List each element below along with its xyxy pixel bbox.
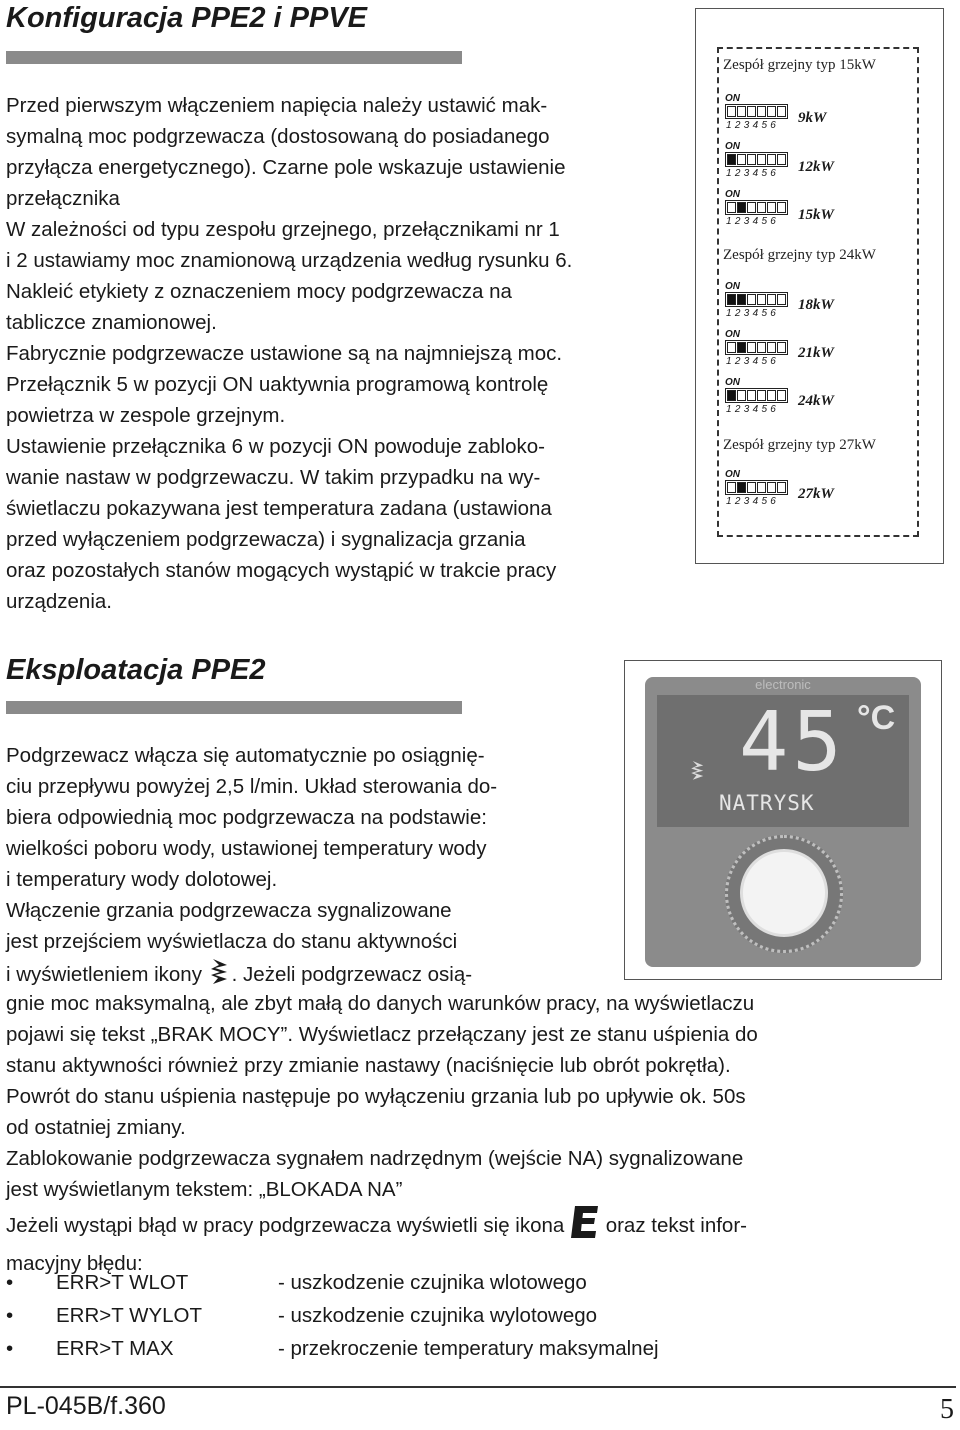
group-title-24kw: Zespół grzejny typ 24kW [723, 247, 876, 263]
operation-text-narrow [6, 740, 604, 994]
power-label: 27kW [798, 486, 834, 502]
text-line: i 2 ustawiamy moc znamionową urządzenia według rysunku 6. [6, 249, 573, 272]
switch-3 [747, 202, 756, 213]
switch-2 [737, 342, 746, 353]
switch-3 [747, 342, 756, 353]
switch-1 [727, 390, 736, 401]
switch-bank [725, 292, 788, 307]
on-label: ON [725, 93, 740, 104]
switch-3 [747, 106, 756, 117]
switch-numbers: 123456 [726, 404, 780, 415]
switch-5 [767, 294, 776, 305]
text-line: Ustawienie przełącznika 6 w pozycji ON powoduje zabloko- [6, 435, 545, 458]
power-label: 9kW [798, 110, 827, 126]
switch-numbers: 123456 [726, 120, 780, 131]
switch-bank [725, 388, 788, 403]
error-code: ERR>T WLOT [56, 1271, 189, 1294]
text-line: Przed pierwszym włączeniem napięcia należy ustawić mak- [6, 94, 548, 117]
text-line: W zależności od typu zespołu grzejnego, przełącznikami nr 1 [6, 218, 560, 241]
switch-5 [767, 202, 776, 213]
bullet: • [6, 1304, 14, 1327]
text-line: Podgrzewacz włącza się automatycznie po osiągnię- [6, 744, 485, 767]
text-line: biera odpowiednią moc podgrzewacza na podstawie: [6, 806, 487, 829]
switch-bank [725, 480, 788, 495]
brand-label: electronic [755, 677, 811, 692]
switch-6 [777, 342, 786, 353]
page-number: 5 [940, 1394, 954, 1425]
on-label: ON [725, 141, 740, 152]
control-panel [645, 677, 921, 967]
switch-bank [725, 200, 788, 215]
text-line: przyłącza energetycznego). Czarne pole wskazuje ustawienie [6, 156, 566, 179]
text-fragment: Jeżeli wystąpi błąd w pracy podgrzewacza wyświetli się ikona [6, 1213, 565, 1237]
bullet: • [6, 1337, 14, 1360]
text-line: wanie nastaw w podgrzewaczu. W takim przypadku na wy- [6, 466, 541, 489]
switch-6 [777, 202, 786, 213]
title-underline [6, 51, 462, 64]
switch-1 [727, 202, 736, 213]
title-underline [6, 701, 462, 714]
error-e-icon [570, 1205, 600, 1248]
text-line: Fabrycznie podgrzewacze ustawione są na najmniejszą moc. [6, 342, 563, 365]
text-line: Włączenie grzania podgrzewacza sygnalizowane [6, 899, 452, 922]
on-label: ON [725, 377, 740, 388]
switch-3 [747, 154, 756, 165]
bullet: • [6, 1271, 14, 1294]
text-line: i temperatury wody dolotowej. [6, 868, 278, 891]
on-label: ON [725, 329, 740, 340]
error-code: ERR>T MAX [56, 1337, 174, 1360]
switch-numbers: 123456 [726, 216, 780, 227]
section-title-configuration: Konfiguracja PPE2 i PPVE [6, 2, 367, 34]
error-description: - przekroczenie temperatury maksymalnej [278, 1337, 659, 1360]
text-line: wielkości poboru wody, ustawionej temperatury wody [6, 837, 487, 860]
switch-2 [737, 294, 746, 305]
text-line: jest przejściem wyświetlacza do stanu aktywności [6, 930, 458, 953]
switch-5 [767, 482, 776, 493]
switch-4 [757, 342, 766, 353]
text-fragment: oraz tekst infor- [605, 1213, 747, 1237]
footer-divider [0, 1386, 956, 1388]
lcd-display [657, 695, 909, 827]
switch-1 [727, 342, 736, 353]
switch-6 [777, 154, 786, 165]
switch-2 [737, 106, 746, 117]
switch-4 [757, 106, 766, 117]
on-label: ON [725, 469, 740, 480]
switch-3 [747, 294, 756, 305]
dip-switch [725, 283, 791, 323]
dip-switch-figure [695, 8, 944, 564]
switch-5 [767, 390, 776, 401]
text-line: Naklеić etykiety z oznaczeniem mocy podgrzewacza na [6, 280, 512, 303]
mode-label: NATRYSK [719, 791, 815, 815]
error-description: - uszkodzenie czujnika wylotowego [278, 1304, 598, 1327]
switch-4 [757, 482, 766, 493]
group-title-27kw: Zespół grzejny typ 27kW [723, 437, 876, 453]
switch-1 [727, 106, 736, 117]
switch-4 [757, 154, 766, 165]
switch-2 [737, 154, 746, 165]
switch-numbers: 123456 [726, 168, 780, 179]
error-description: - uszkodzenie czujnika wlotowego [278, 1271, 587, 1294]
temperature-unit: °C [857, 699, 896, 737]
power-label: 24kW [798, 393, 834, 409]
icon-text-line [6, 1205, 946, 1248]
switch-bank [725, 104, 788, 119]
document-code: PL-045B/f.360 [6, 1392, 166, 1420]
text-fragment: i wyświetleniem ikony [6, 962, 202, 986]
dip-switch [725, 471, 791, 511]
switch-1 [727, 482, 736, 493]
power-label: 18kW [798, 297, 834, 313]
dip-switch [725, 191, 791, 231]
switch-6 [777, 482, 786, 493]
dip-switch [725, 331, 791, 371]
text-line: świetlaczu pokazywana jest temperatura zadana (ustawiona [6, 497, 552, 520]
switch-numbers: 123456 [726, 308, 780, 319]
configuration-text [6, 90, 676, 617]
switch-4 [757, 202, 766, 213]
text-line: przed wyłączeniem podgrzewacza) i sygnalizacja grzania [6, 528, 526, 551]
switch-2 [737, 202, 746, 213]
on-label: ON [725, 189, 740, 200]
switch-bank [725, 340, 788, 355]
text-line: tabliczce znamionowej. [6, 311, 217, 334]
switch-5 [767, 106, 776, 117]
on-label: ON [725, 281, 740, 292]
switch-5 [767, 342, 776, 353]
dip-switch [725, 143, 791, 183]
text-line: stanu aktywności również przy zmianie nastawy (naciśnięcie lub obrót pokrętła). [6, 1054, 731, 1077]
temperature-readout: 45 [739, 695, 846, 790]
temperature-knob[interactable] [740, 849, 828, 937]
switch-numbers: 123456 [726, 356, 780, 367]
text-line: Zablokowanie podgrzewacza sygnałem nadrzędnym (wejście NA) sygnalizowane [6, 1147, 744, 1170]
switch-4 [757, 294, 766, 305]
switch-5 [767, 154, 776, 165]
text-line: od ostatniej zmiany. [6, 1116, 186, 1139]
text-line: urządzenia. [6, 590, 112, 613]
text-line: Przełącznik 5 w pozycji ON uaktywnia programową kontrolę [6, 373, 549, 396]
switch-6 [777, 390, 786, 401]
switch-2 [737, 390, 746, 401]
text-line: oraz pozostałych stanów mogących wystąpić w trakcie pracy [6, 559, 557, 582]
text-line: pojawi się tekst „BRAK MOCY”. Wyświetlacz przełączany jest ze stanu uśpienia do [6, 1023, 758, 1046]
switch-6 [777, 294, 786, 305]
operation-text-wide [6, 988, 946, 1279]
switch-4 [757, 390, 766, 401]
switch-bank [725, 152, 788, 167]
text-line: przełącznika [6, 187, 120, 210]
dip-switch [725, 379, 791, 419]
dip-switch [725, 95, 791, 135]
power-label: 12kW [798, 159, 834, 175]
text-line: macyjny błędu: [6, 1252, 143, 1275]
power-label: 15kW [798, 207, 834, 223]
error-code: ERR>T WYLOT [56, 1304, 202, 1327]
heating-flame-icon [689, 757, 707, 791]
section-title-operation: Eksploatacja PPE2 [6, 654, 266, 686]
switch-1 [727, 294, 736, 305]
text-line: powietrza w zespole grzejnym. [6, 404, 286, 427]
device-photo [624, 660, 942, 980]
text-line: ciu przepływu powyżej 2,5 l/min. Układ sterowania do- [6, 775, 498, 798]
text-line: jest wyświetlanym tekstem: „BLOKADA NA” [6, 1178, 403, 1201]
switch-6 [777, 106, 786, 117]
switch-3 [747, 390, 756, 401]
text-line: Powrót do stanu uśpienia następuje po wyłączeniu grzania lub po upływie ok. 50s [6, 1085, 746, 1108]
switch-numbers: 123456 [726, 496, 780, 507]
switch-1 [727, 154, 736, 165]
power-label: 21kW [798, 345, 834, 361]
text-line: gnie moc maksymalną, ale zbyt małą do danych warunków pracy, na wyświetlaczu [6, 992, 755, 1015]
switch-2 [737, 482, 746, 493]
text-fragment: . Jeżeli podgrzewacz osią- [231, 962, 473, 986]
switch-3 [747, 482, 756, 493]
group-title-15kw: Zespół grzejny typ 15kW [723, 57, 876, 73]
text-line: symalną moc podgrzewacza (dostosowaną do posiadanego [6, 125, 550, 148]
